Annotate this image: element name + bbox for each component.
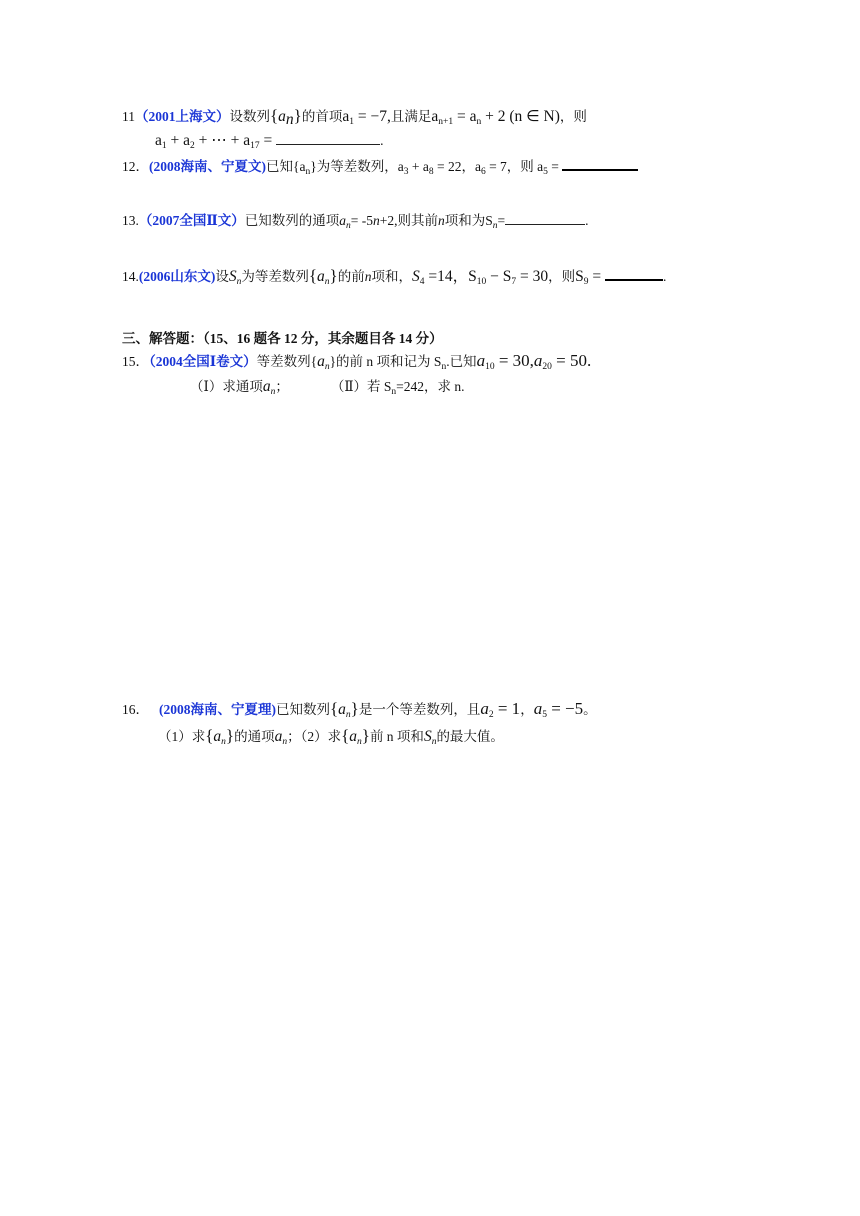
math-var: a	[431, 108, 439, 125]
math-var: a	[278, 108, 286, 125]
part-label: （Ⅱ）若 S	[330, 379, 392, 394]
math-sub: 5	[543, 167, 548, 177]
question-text: 项和，	[371, 269, 412, 284]
question-text: 已知数列	[276, 702, 330, 717]
math-sub: n	[345, 710, 351, 720]
source-label: (2006山东文)	[138, 269, 216, 284]
math-var: n	[438, 213, 445, 228]
question-text: 的前	[337, 269, 365, 284]
question-text: }为等差数列，a	[310, 159, 404, 174]
math-sub: 10	[476, 277, 487, 287]
punct: .	[662, 269, 667, 284]
punct: ，	[520, 702, 534, 717]
source-label: （2001上海文）	[135, 109, 230, 124]
math-expr: = 22，a	[433, 159, 481, 174]
math-sub: n+1	[438, 117, 454, 127]
math-expr: = 30	[516, 268, 549, 285]
question-text: ，则	[559, 109, 587, 124]
punct: 。	[583, 702, 597, 717]
question-text: 设	[215, 269, 229, 284]
question-text: 为等差数列	[241, 269, 309, 284]
math-sub: n	[324, 277, 330, 287]
brace: {	[270, 106, 279, 125]
question-11	[122, 106, 587, 127]
math-sub: n	[492, 221, 498, 231]
math-sub: n	[236, 277, 242, 287]
math-sub: 1	[349, 117, 354, 127]
punct: .	[380, 133, 384, 148]
math-expr: =	[547, 159, 563, 174]
question-15-parts	[190, 377, 465, 397]
math-sub: n	[285, 111, 294, 128]
source-label: (2008海南、宁夏文)	[149, 159, 266, 174]
math-var: a	[533, 699, 543, 718]
math-sub: n	[346, 221, 351, 231]
question-text: 是一个等差数列，且	[358, 702, 481, 717]
math-sub: 1	[161, 141, 167, 151]
question-text: 设数列	[229, 109, 270, 124]
math-sub: n	[441, 362, 447, 372]
math-var: a	[274, 728, 283, 745]
brace: }	[293, 106, 302, 125]
math-sub: 17	[250, 141, 260, 151]
math-sub: n	[282, 737, 288, 747]
question-text: 的最大值。	[436, 729, 504, 744]
question-13	[122, 211, 589, 231]
math-sub: 2	[488, 710, 494, 720]
math-sub: 4	[419, 277, 425, 287]
math-sub: 2	[190, 141, 195, 151]
question-number: 11	[122, 109, 135, 124]
question-text: 已知数列的通项	[244, 213, 340, 228]
math-expr: + a	[166, 132, 191, 149]
question-text: 的首项	[301, 109, 343, 124]
math-var: a	[339, 213, 347, 228]
math-expr: = 30,	[494, 351, 534, 370]
question-number: 16．	[122, 702, 149, 717]
question-text: =242，求 n.	[396, 379, 465, 394]
math-expr: = −7,	[353, 108, 391, 125]
math-var: a	[338, 701, 346, 718]
math-var: a	[533, 351, 543, 370]
section-header: 三、解答题：（15、16 题各 12 分，其余题目各 14 分）	[122, 331, 443, 346]
math-expr: = 1	[493, 699, 521, 718]
math-expr: = −5	[546, 699, 584, 718]
answer-blank[interactable]	[562, 157, 638, 171]
math-sub: 3	[403, 167, 409, 177]
math-var: a	[476, 351, 486, 370]
answer-blank[interactable]	[605, 267, 663, 281]
punct: .	[585, 213, 589, 228]
answer-blank[interactable]	[276, 132, 380, 145]
math-expr: =	[588, 268, 605, 285]
source-label: （2004全国Ⅰ卷文）	[149, 354, 257, 369]
math-var: a	[262, 378, 271, 395]
math-sub: n	[431, 737, 437, 747]
question-text: +2,则其前	[379, 213, 438, 228]
question-number: 13.	[122, 213, 139, 228]
math-sub: n	[357, 737, 362, 747]
math-expr: − S	[486, 268, 512, 285]
question-14: 14.(2006山东文)设$S_n$为等差数列$\{a_n\}$的前n项和，$S_4 =14$，$S_{10} - S_7 = 30$，则$S_9$ = .	[122, 266, 667, 287]
question-number: 15．	[122, 354, 149, 369]
math-sub: 10	[485, 362, 495, 372]
math-sub: n	[391, 387, 397, 397]
math-expr: + 2	[481, 108, 506, 125]
question-12	[122, 157, 638, 177]
math-var: a	[317, 353, 325, 370]
math-sub: n	[305, 167, 311, 177]
math-expr: =14，	[424, 268, 469, 285]
source-label: (2008海南、宁夏理)	[159, 702, 276, 717]
math-sub: 6	[480, 167, 486, 177]
math-var: S	[411, 268, 420, 285]
math-sub: n	[221, 737, 226, 747]
math-sub: 5	[542, 710, 547, 720]
question-text: ，则	[548, 269, 576, 284]
math-var: a	[480, 699, 489, 718]
math-sub: 7	[511, 277, 517, 287]
math-expr: = 50.	[551, 351, 592, 370]
math-sub: 8	[428, 167, 434, 177]
question-text: 项和为S	[444, 213, 493, 228]
answer-blank[interactable]	[505, 212, 585, 225]
math-expr: =	[259, 132, 277, 149]
math-var: a	[213, 728, 222, 745]
part-label: （1）求	[158, 729, 206, 744]
math-sub: n	[324, 362, 330, 372]
math-expr: (n ∈ N)	[505, 108, 560, 125]
source-label: （2007全国Ⅱ文）	[138, 213, 245, 228]
question-text: 前 n 项和	[369, 729, 424, 744]
math-var: a	[317, 268, 325, 285]
math-expr: = 7，则 a	[485, 159, 544, 174]
math-var: n	[373, 213, 380, 228]
question-15	[122, 351, 591, 372]
question-text: .已知	[446, 354, 477, 369]
math-expr: + a	[408, 159, 429, 174]
question-16-parts: （1）求$\{a_n\}$的通项$a_n$；（2）求$\{a_n\}$前 n 项和$S_n$的最大值。	[158, 726, 504, 747]
math-expr: = a	[453, 108, 477, 125]
math-var: a	[342, 108, 350, 125]
question-text: }的前 n 项和记为 S	[329, 354, 442, 369]
question-text: = -5	[350, 213, 373, 228]
question-text: =	[497, 213, 506, 228]
part-label: ；（2）求	[287, 729, 342, 744]
math-sub: 20	[542, 362, 552, 372]
question-number: 14.	[122, 269, 139, 284]
question-text: 已知{a	[266, 159, 306, 174]
math-var: a	[155, 132, 162, 149]
question-text: 且满足	[390, 109, 432, 124]
math-var: S	[423, 728, 432, 745]
question-text: 的通项	[234, 729, 275, 744]
math-expr: + ⋯ + a	[194, 132, 251, 149]
question-11-line2	[155, 131, 384, 151]
math-var: S	[228, 268, 237, 285]
punct: ；	[275, 379, 289, 394]
math-var: n	[364, 269, 372, 284]
math-sub: n	[270, 387, 276, 397]
math-sub: n	[476, 117, 482, 127]
question-number: 12．	[122, 159, 149, 174]
question-16: 16． (2008海南、宁夏理)已知数列$\{a_n\}$是一个等差数列，且$a_2 = 1$，$a_5 = -5$。	[122, 699, 597, 720]
question-text: 等差数列{	[256, 354, 318, 369]
math-sub: 9	[583, 277, 589, 287]
math-var: S	[468, 268, 477, 285]
part-label: （Ⅰ）求通项	[190, 379, 263, 394]
math-var: a	[349, 728, 358, 745]
math-var: S	[575, 268, 584, 285]
